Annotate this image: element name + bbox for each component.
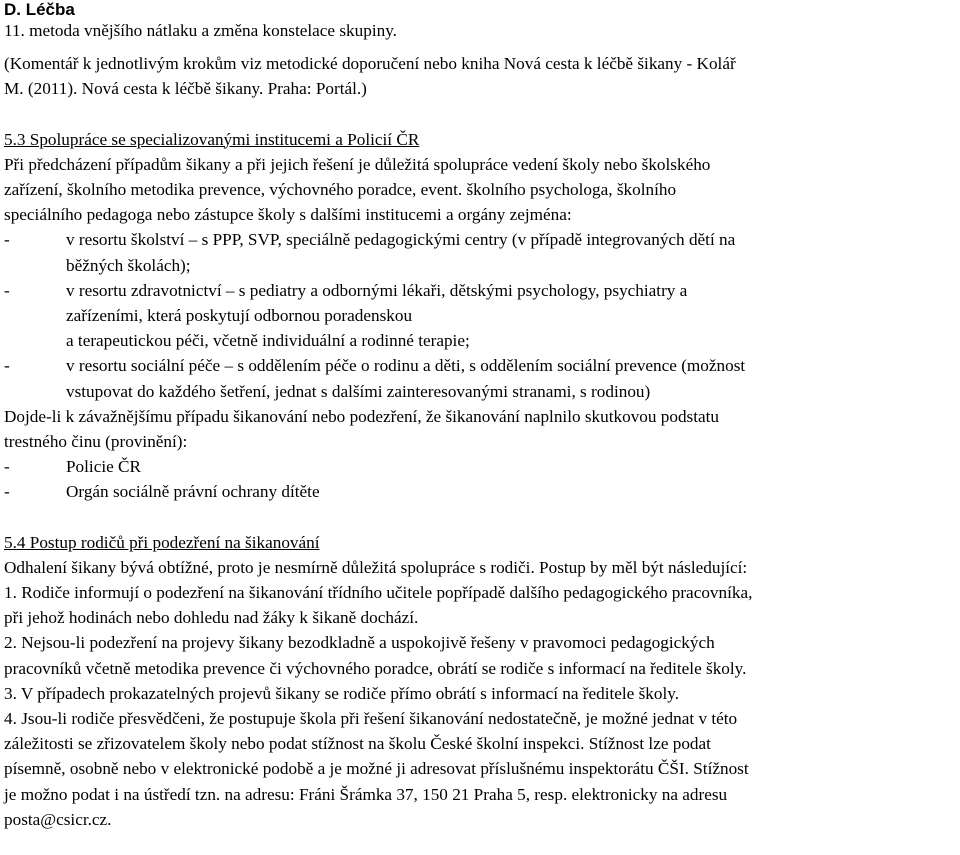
method-subtitle: 11. metoda vnějšího nátlaku a změna konstelace skupiny. <box>4 21 397 40</box>
list-item-text: v resortu zdravotnictví – s pediatry a odbornými lékaři, dětskými psychology, psychiatry a <box>66 280 688 300</box>
comment-line: M. (2011). Nová cesta k léčbě šikany. Praha: Portál.) <box>4 79 367 99</box>
paragraph-line: je možno podat i na ústředí tzn. na adresu: Fráni Šrámka 37, 150 21 Praha 5, resp. elektronicky na adresu <box>4 784 728 804</box>
cooperation-list <box>4 227 956 403</box>
paragraph-line: zařízení, školního metodika prevence, výchovného poradce, event. školního psychologa, školního <box>4 180 677 200</box>
list-dash: - <box>4 230 10 250</box>
list-dash: - <box>4 280 10 300</box>
section-5-3 <box>4 127 956 505</box>
paragraph-line: 3. V případech prokazatelných projevů šikany se rodiče přímo obrátí s informací na ředitele školy. <box>4 683 680 703</box>
list-item-continuation: a terapeutickou péči, včetně individuální a rodinné terapie; <box>66 331 470 351</box>
paragraph-line: 1. Rodiče informují o podezření na šikanování třídního učitele popřípadě dalšího pedagogického pracovníka, <box>4 583 753 603</box>
authorities-list <box>4 454 956 504</box>
list-item-continuation: vstupovat do každého šetření, jednat s dalšími zainteresovanými stranami, s rodinou) <box>66 381 651 401</box>
list-item <box>4 454 956 479</box>
paragraph-line: speciálního pedagoga nebo zástupce školy s dalšími institucemi a orgány zejména: <box>4 205 572 225</box>
paragraph-line: trestného činu (provinění): <box>4 432 188 452</box>
section-heading: D. Léčba <box>4 0 75 19</box>
paragraph-line: záležitosti se zřizovatelem školy nebo podat stížnost na školu České školní inspekci. Stížnost lze podat <box>4 734 711 754</box>
paragraph-line: písemně, osobně nebo v elektronické podobě a je možné ji adresovat příslušnému inspektorátu ČŠI. Stížnost <box>4 759 749 779</box>
list-item-text: Policie ČR <box>66 457 141 477</box>
paragraph-line: při jehož hodinách nebo dohledu nad žáky k šikaně dochází. <box>4 608 419 628</box>
paragraph-line: Dojde-li k závažnějšímu případu šikanování nebo podezření, že šikanování naplnilo skutkovou podstatu <box>4 406 720 426</box>
list-dash: - <box>4 356 10 376</box>
list-item-text: v resortu sociální péče – s oddělením péče o rodinu a děti, s oddělením sociální prevence (možnost <box>66 356 746 376</box>
list-item-text: v resortu školství – s PPP, SVP, speciálně pedagogickými centry (v případě integrovaných dětí na <box>66 230 736 250</box>
comment-block <box>4 51 956 101</box>
paragraph-line: 4. Jsou-li rodiče přesvědčeni, že postupuje škola při řešení šikanování nedostatečně, je možné jednat v této <box>4 709 738 729</box>
list-item-text: Orgán sociálně právní ochrany dítěte <box>66 482 320 502</box>
list-item <box>4 479 956 504</box>
list-item <box>4 278 956 303</box>
section-5-4-title: 5.4 Postup rodičů při podezření na šikanování <box>4 532 320 552</box>
email-line <box>4 807 956 832</box>
list-dash: - <box>4 482 10 502</box>
email-link[interactable]: posta@csicr.cz. <box>4 809 112 829</box>
list-item <box>4 353 956 378</box>
comment-line: (Komentář k jednotlivým krokům viz metodické doporučení nebo kniha Nová cesta k léčbě šikany - Kolář <box>4 54 736 74</box>
list-item <box>4 227 956 252</box>
section-5-3-title: 5.3 Spolupráce se specializovanými institucemi a Policií ČR <box>4 129 420 149</box>
list-item-continuation: běžných školách); <box>66 255 191 275</box>
list-dash: - <box>4 457 10 477</box>
section-5-4 <box>4 530 956 832</box>
list-item-continuation: zařízeními, která poskytují odbornou poradenskou <box>66 306 413 326</box>
paragraph-line: pracovníků včetně metodika prevence či výchovného poradce, obrátí se rodiče s informací na ředitele školy. <box>4 658 747 678</box>
document-page <box>4 0 956 832</box>
paragraph-line: Odhalení šikany bývá obtížné, proto je nesmírně důležitá spolupráce s rodiči. Postup by měl být následující: <box>4 557 748 577</box>
paragraph-line: Při předcházení případům šikany a při jejich řešení je důležitá spolupráce vedení školy nebo školského <box>4 154 711 174</box>
paragraph-line: 2. Nejsou-li podezření na projevy šikany bezodkladně a uspokojivě řešeny v pravomoci pedagogických <box>4 633 715 653</box>
